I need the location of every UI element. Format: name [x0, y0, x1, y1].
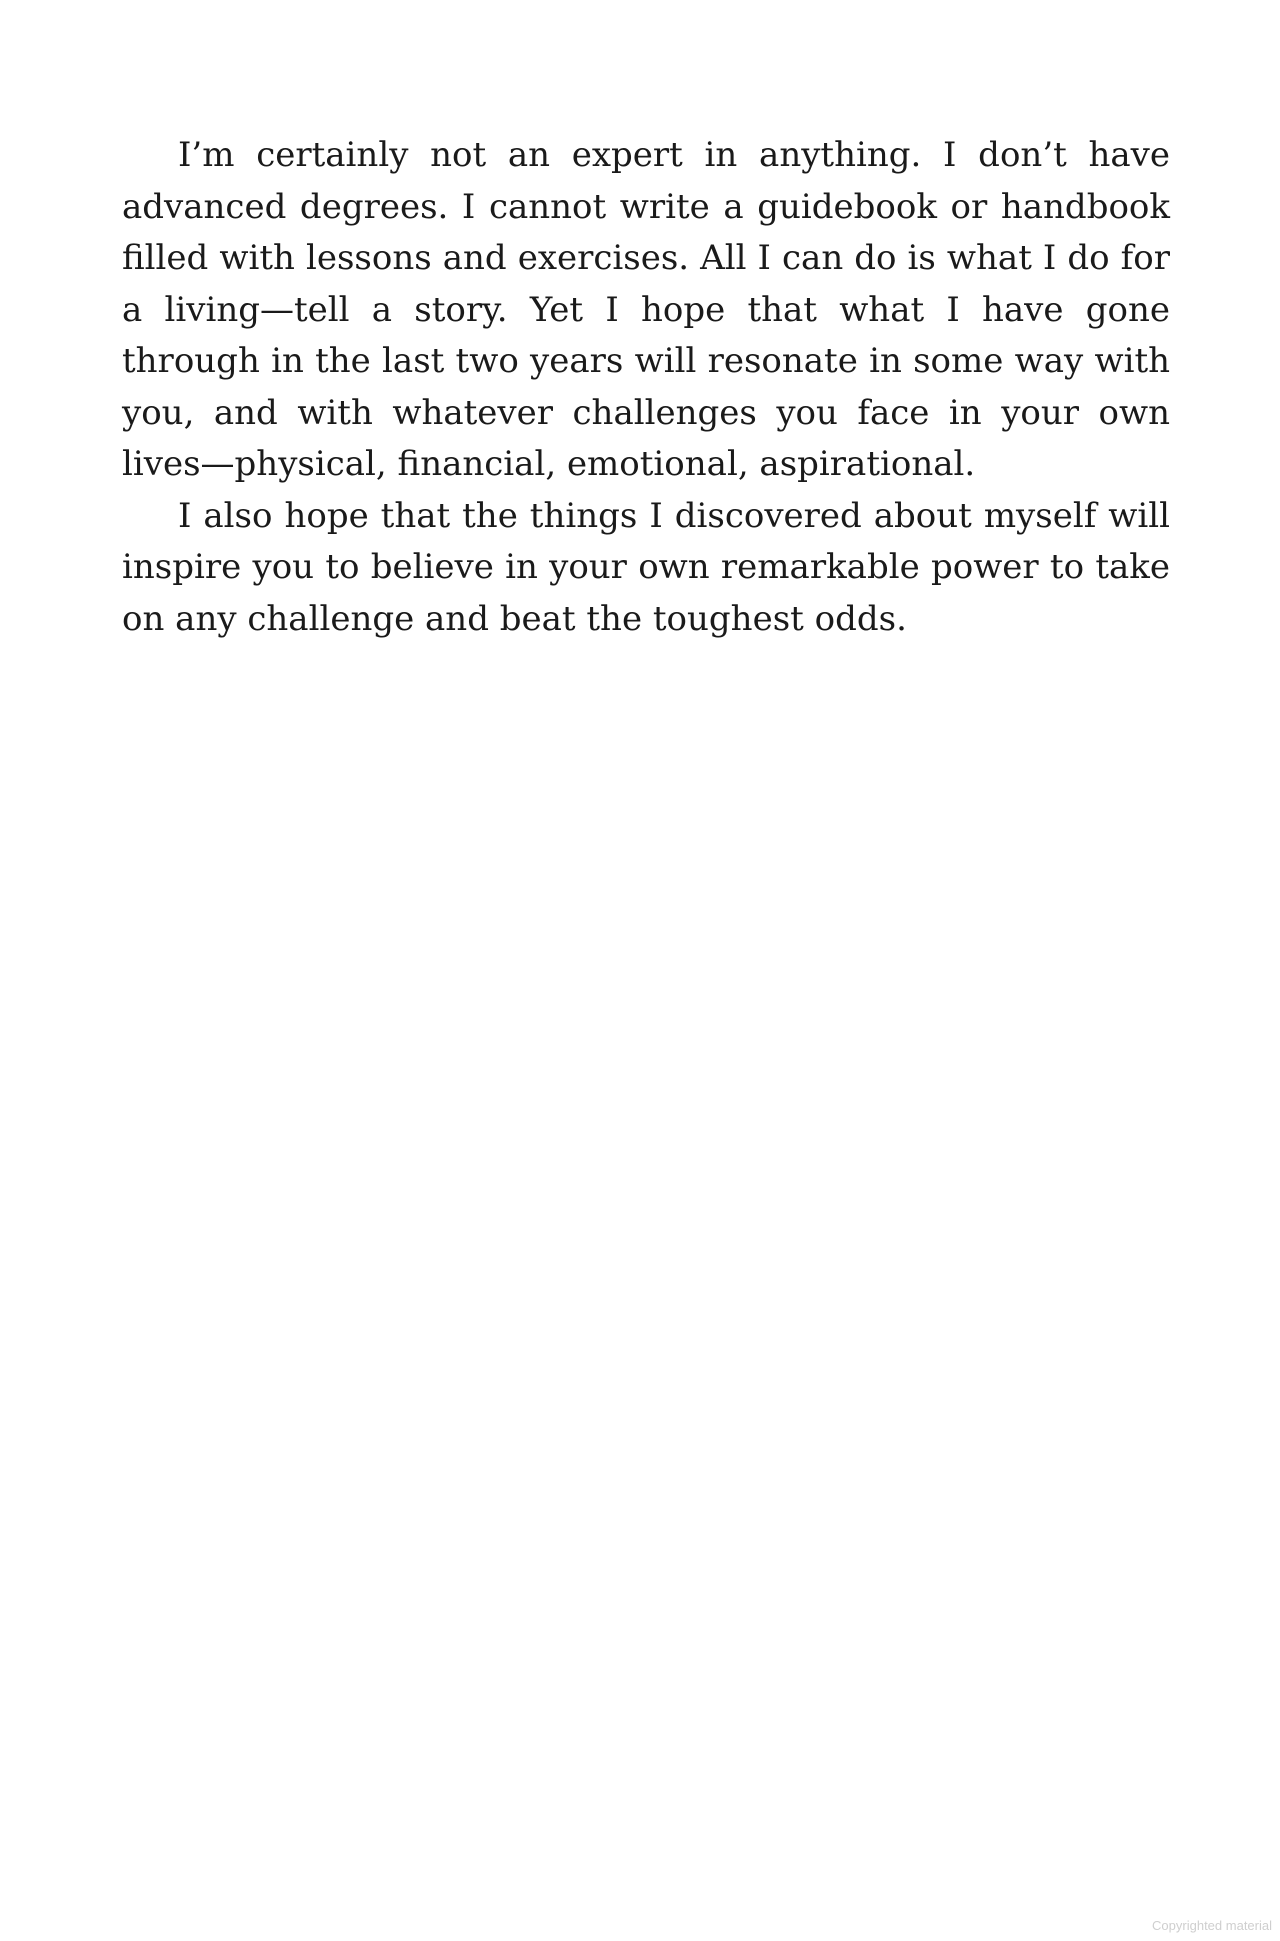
paragraph-1: I’m certainly not an expert in anything. I don’t have advanced degrees. I cannot write a guidebook or handbook filled with lessons and exercises. All I can do is what I do for a living—tell a story. Yet I hope that what I have gone through in the last two years will resonate in some way with you, and with whatever challenges you face in your own lives—physical, financial, emotional, aspirational.: [122, 135, 1170, 484]
body-text: [122, 130, 1170, 645]
copyright-watermark: Copyrighted material: [1152, 1918, 1272, 1933]
paragraph-2: I also hope that the things I discovered about myself will inspire you to believe in your own remarkable power to take on any challenge and beat the toughest odds.: [122, 495, 1170, 639]
